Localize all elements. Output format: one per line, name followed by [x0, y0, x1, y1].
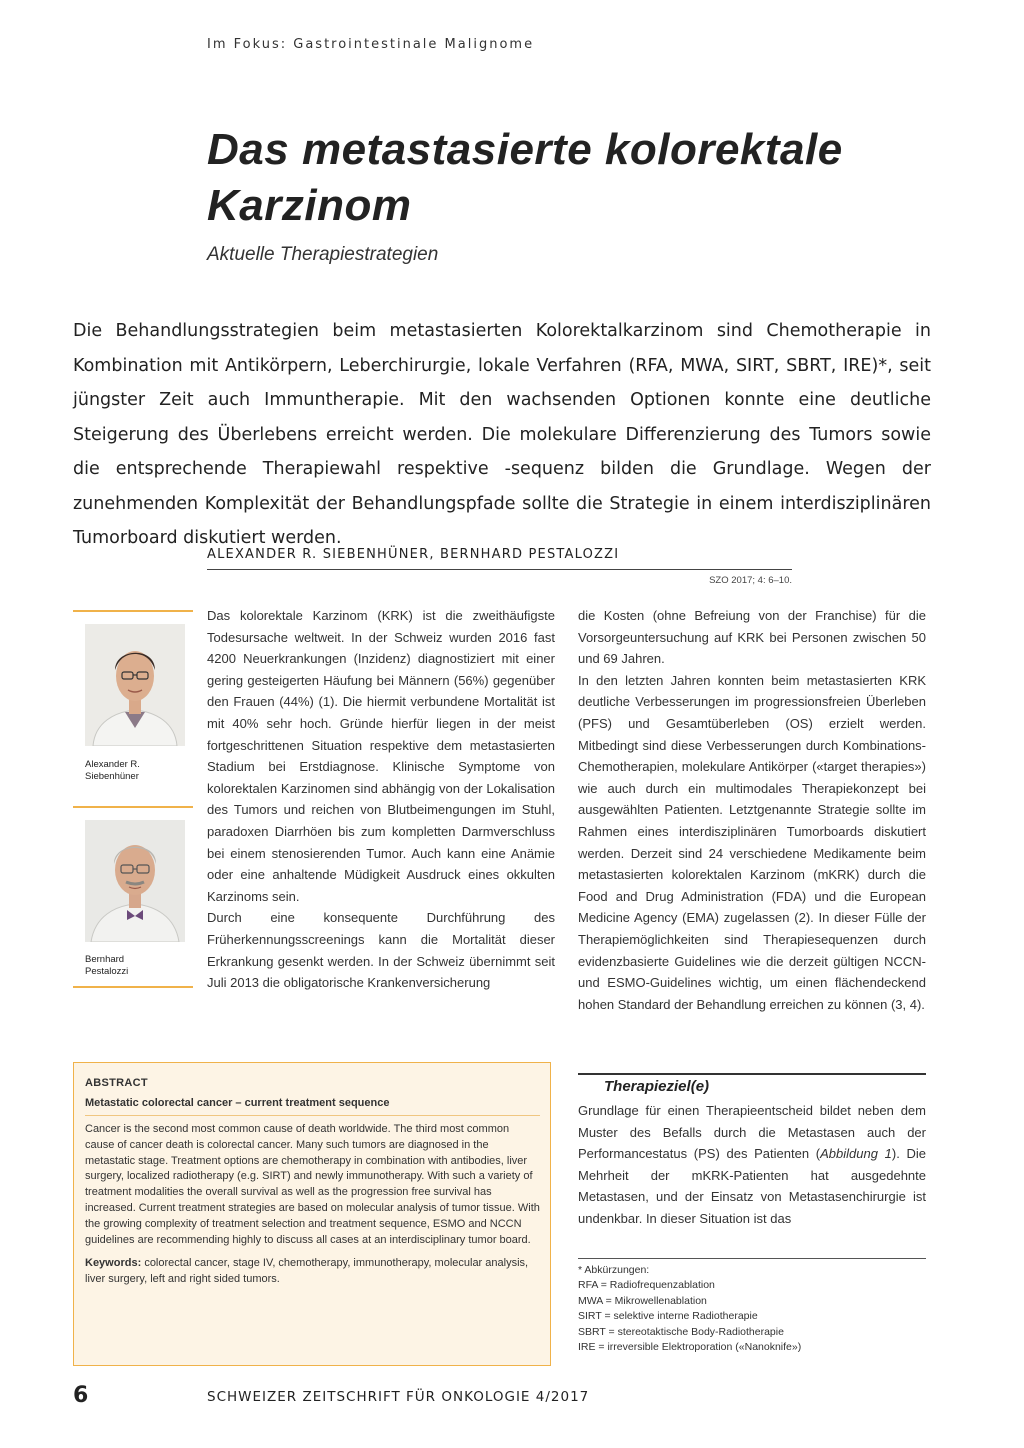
footnotes	[578, 1263, 801, 1355]
lead-paragraph: Die Behandlungsstrategien beim metastasierten Kolorektalkarzinom sind Chemotherapie in Kombination mit Antikörpern, Leberchirurgie, lokale Verfahren (RFA, MWA, SIRT, SBRT, IRE)*, seit jüngster Zeit auch Immuntherapie. Mit den wachsenden Optionen konnte eine deutliche Steigerung des Überlebens erreicht werden. Die molekulare Differenzierung des Tumors sowie die entsprechende Therapiewahl respektive -sequenz bilden die Grundlage. Wegen der zunehmenden Komplexität der Behandlungspfade sollte die Strategie in einem interdisziplinären Tumorboard diskutiert werden.	[73, 321, 931, 548]
keywords-text: colorectal cancer, stage IV, chemotherapy, immunotherapy, molecular analysis, liver surgery, left and right sided tumors.	[85, 1257, 529, 1286]
article-subtitle: Aktuelle Therapiestrategien	[207, 244, 439, 265]
article-title: Das metastasierte kolorektale Karzinom	[207, 125, 843, 230]
footnote-divider	[578, 1258, 926, 1259]
figure-reference: Abbildung 1	[820, 1146, 892, 1162]
abstract-heading: ABSTRACT	[85, 1077, 148, 1089]
body-column-left	[207, 605, 555, 994]
section-heading: Therapieziel(e)	[604, 1078, 710, 1095]
footnote-title: * Abkürzungen:	[578, 1264, 650, 1276]
footnote-item: SBRT = stereotaktische Body-Radiotherapie	[578, 1325, 784, 1338]
author-photo	[85, 820, 185, 942]
section-divider	[578, 1073, 926, 1075]
section-paragraph: Grundlage für einen Therapieentscheid bildet neben dem Muster des Befalls durch die Metastasen auch der Performancestatus (PS) des Patienten (Abbildung 1). Die Mehrheit der mKRK-Patienten hat ausgedehnte Metastasen, und der Einsatz von Metastasenchirurgie ist undenkbar. In dieser Situation ist das	[578, 1103, 926, 1226]
abstract-box	[73, 1062, 551, 1366]
footnote-item: RFA = Radiofrequenzablation	[578, 1279, 715, 1292]
author-photo-card	[73, 806, 193, 988]
author-photo-caption: Bernhard Pestalozzi	[85, 954, 129, 977]
photo-divider	[73, 986, 193, 988]
abstract-subtitle: Metastatic colorectal cancer – current treatment sequence	[85, 1097, 540, 1116]
citation: SZO 2017; 4: 6–10.	[709, 575, 792, 586]
footnote-item: MWA = Mikrowellenablation	[578, 1294, 707, 1307]
author-divider	[207, 569, 792, 570]
author-photo	[85, 624, 185, 746]
footnote-item: SIRT = selektive interne Radiotherapie	[578, 1310, 758, 1323]
abstract-body: Cancer is the second most common cause of death worldwide. The third most common cause of cancer death is colorectal cancer. Many such tumors are diagnosed in the metastatic stage. Treatment options are chemotherapy in combination with antibodies, liver surgery, localized radiotherapy (e.g. SIRT) and newly immunotherapy. With such a variety of treatment modalities the overall survival as well as the progression free survival has increased. Current treatment strategies are based on molecular analysis of tumor tissue. With the growing complexity of treatment selection and treatment sequence, ESMO and NCCN guidelines are recommending highly to discuss all cases at an interdisciplinary tumor board.	[85, 1123, 540, 1246]
body-paragraph: Durch eine konsequente Durchführung des Früherkennungsscreenings kann die Mortalität dieser Erkrankung gesenkt werden. In der Schweiz übernimmt seit Juli 2013 die obligatorische Krankenversicherung	[207, 910, 555, 991]
section-label: Im Fokus: Gastrointestinale Malignome	[207, 37, 535, 52]
keywords-label: Keywords:	[85, 1257, 142, 1270]
body-paragraph: In den letzten Jahren konnten beim metastasierten KRK deutliche Verbesserungen im progressionsfreien Überleben (PFS) und Gesamtüberleben (OS) erzielt werden. Mitbedingt sind diese Verbesserungen durch Kombinations-Chemotherapien, molekulare Antikörper («target therapies») wie auch durch ein multimodales Therapiekonzept bei ausgewählten Patienten. Letztgenannte Strategie sollte im Rahmen eines interdisziplinären Tumorboards diskutiert werden. Derzeit sind 24 verschiedene Medikamente beim metastasierten kolorektalen Karzinom (mKRK) durch die Food and Drug Administration (FDA) und die European Medicine Agency (EMA) zugelassen (2). In dieser Fülle der Therapiemöglichkeiten sind Therapiesequenzen durch evidenzbasierte Guidelines wie die derzeit gültigen NCCN- und ESMO-Guidelines wichtig, um einen flächendeckend hohen Standard der Behandlung erreichen zu können (3, 4).	[578, 672, 926, 1012]
author-line: ALEXANDER R. SIEBENHÜNER, BERNHARD PESTALOZZI	[207, 547, 620, 562]
abstract-keywords	[85, 1256, 540, 1288]
page-number: 6	[73, 1383, 89, 1408]
journal-name: SCHWEIZER ZEITSCHRIFT FÜR ONKOLOGIE 4/2017	[207, 1389, 590, 1405]
author-photo-caption: Alexander R. Siebenhüner	[85, 759, 140, 782]
body-paragraph: Das kolorektale Karzinom (KRK) ist die zweithäufigste Todesursache weltweit. In der Schweiz wurden 2016 fast 4200 Neuerkrankungen (Inzidenz) diagnostiziert mit einer gering gesteigerten Häufung bei Männern (56%) gegenüber den Frauen (44%) (1). Die hiermit verbundene Mortalität ist mit 40% sehr hoch. Gründe hierfür liegen in der meist fortgeschrittenen Situation respektive dem metastasierten Stadium bei Erstdiagnose. Klinische Symptome von kolorektalen Karzinomen sind abhängig von der Lokalisation des Tumors und reichen von Blutbeimengungen im Stuhl, paradoxen Diarrhöen bis zum kompletten Darmverschluss bei einem stenosierenden Tumor. Auch kann eine Anämie oder eine anhaltende Müdigkeit Ausdruck eines okkulten Karzinoms sein.	[207, 608, 555, 904]
footnote-item: IRE = irreversible Elektroporation («Nanoknife»)	[578, 1341, 802, 1354]
author-photo-card	[73, 610, 193, 802]
body-paragraph: die Kosten (ohne Befreiung von der Franchise) für die Vorsorgeuntersuchung auf KRK bei Personen zwischen 50 und 69 Jahren.	[578, 608, 926, 667]
body-column-right	[578, 605, 926, 1015]
